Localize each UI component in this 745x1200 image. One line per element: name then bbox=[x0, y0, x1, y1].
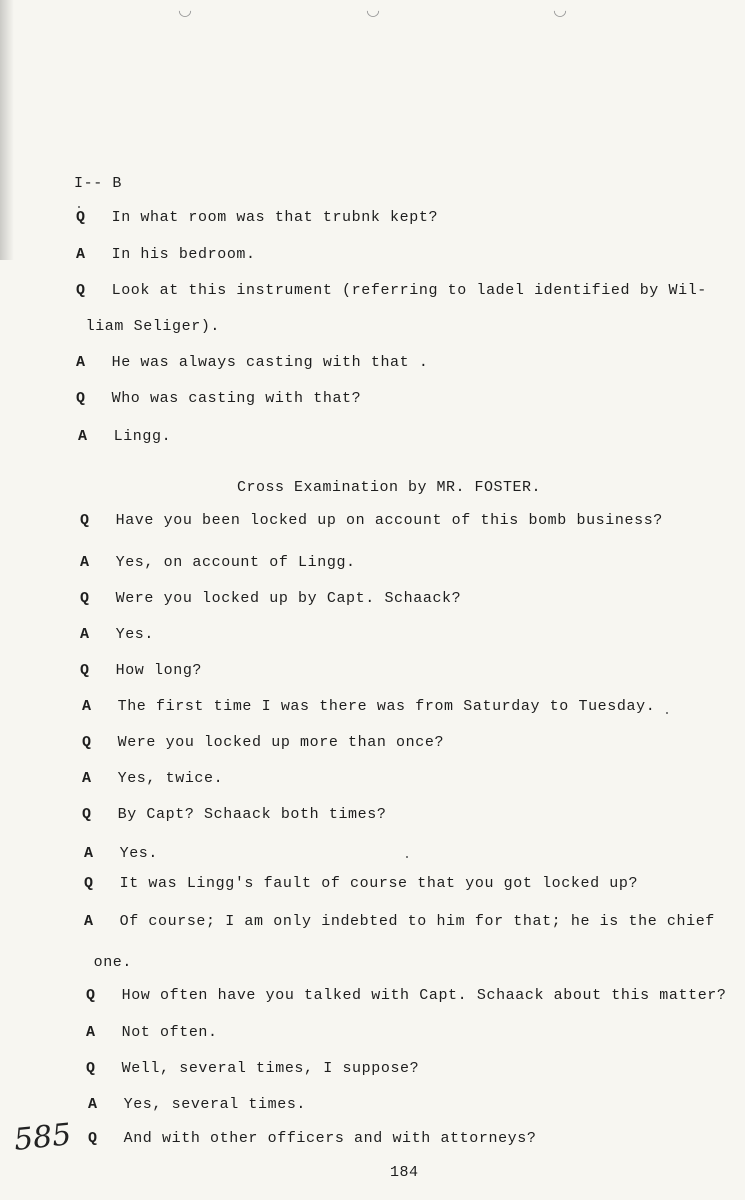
line-text: Were you locked up more than once? bbox=[117, 734, 445, 751]
punch-mark-icon: ◡ bbox=[366, 0, 380, 19]
section-heading: Cross Examination by MR. FOSTER. bbox=[237, 479, 542, 496]
transcript-line bbox=[84, 875, 638, 892]
transcript-line bbox=[84, 913, 715, 930]
scan-speck bbox=[406, 856, 408, 858]
line-text: Yes, several times. bbox=[123, 1096, 307, 1113]
scan-speck bbox=[78, 206, 80, 208]
speaker-label: A bbox=[88, 1096, 98, 1113]
transcript-line bbox=[86, 987, 727, 1004]
speaker-label: Q bbox=[80, 512, 90, 529]
transcript-line bbox=[84, 845, 158, 862]
transcript-line bbox=[82, 734, 444, 751]
line-text: In what room was that trubnk kept? bbox=[111, 209, 439, 226]
speaker-label: Q bbox=[76, 390, 86, 407]
line-text: liam Seliger). bbox=[85, 318, 221, 335]
speaker-label: A bbox=[84, 913, 94, 930]
speaker-label: A bbox=[76, 354, 86, 371]
line-text: Of course; I am only indebted to him for that; he is the chief bbox=[119, 913, 715, 930]
transcript-line bbox=[82, 698, 655, 715]
line-text: The first time I was there was from Saturday to Tuesday. bbox=[117, 698, 656, 715]
line-text: Yes. bbox=[115, 626, 155, 643]
line-text: Yes, on account of Lingg. bbox=[115, 554, 356, 571]
line-text: In his bedroom. bbox=[111, 246, 256, 263]
speaker-label: A bbox=[80, 626, 90, 643]
speaker-label: A bbox=[84, 845, 94, 862]
speaker-label: Q bbox=[80, 662, 90, 679]
speaker-label: Q bbox=[82, 734, 92, 751]
transcript-line bbox=[86, 1024, 218, 1041]
punch-mark-icon: ◡ bbox=[553, 0, 567, 19]
transcript-line bbox=[76, 318, 220, 335]
scan-edge-shadow bbox=[0, 0, 14, 260]
scan-speck bbox=[666, 712, 668, 714]
line-text: one. bbox=[93, 954, 133, 971]
transcript-line bbox=[76, 354, 428, 371]
speaker-label: Q bbox=[86, 1060, 96, 1077]
transcript-line bbox=[86, 1060, 419, 1077]
speaker-label: A bbox=[76, 246, 86, 263]
transcript-line bbox=[76, 209, 438, 226]
transcript-line bbox=[76, 246, 256, 263]
transcript-line bbox=[76, 282, 707, 299]
section-marker: I-- B bbox=[74, 175, 123, 192]
transcript-line bbox=[88, 1096, 306, 1113]
page-number: 184 bbox=[390, 1164, 419, 1181]
transcript-line bbox=[80, 662, 202, 679]
line-text: Not often. bbox=[121, 1024, 218, 1041]
line-text: By Capt? Schaack both times? bbox=[117, 806, 387, 823]
speaker-label: A bbox=[82, 698, 92, 715]
transcript-line bbox=[82, 806, 386, 823]
transcript-line bbox=[84, 954, 132, 971]
line-text: Have you been locked up on account of this bomb business? bbox=[115, 512, 663, 529]
speaker-label: Q bbox=[86, 987, 96, 1004]
speaker-label: Q bbox=[82, 806, 92, 823]
speaker-label: A bbox=[82, 770, 92, 787]
handwritten-margin-note: 585 bbox=[12, 1117, 73, 1158]
line-text: Well, several times, I suppose? bbox=[121, 1060, 420, 1077]
transcript-line bbox=[80, 554, 356, 571]
speaker-label: Q bbox=[76, 209, 86, 226]
transcript-line bbox=[80, 626, 154, 643]
speaker-label: Q bbox=[88, 1130, 98, 1147]
line-text: Lingg. bbox=[113, 428, 172, 445]
line-text: Yes, twice. bbox=[117, 770, 224, 787]
line-text: How often have you talked with Capt. Schaack about this matter? bbox=[121, 987, 727, 1004]
transcript-line bbox=[76, 390, 361, 407]
speaker-label: A bbox=[80, 554, 90, 571]
line-text: He was always casting with that . bbox=[111, 354, 429, 371]
line-text: Look at this instrument (referring to ladel identified by Wil- bbox=[111, 282, 707, 299]
line-text: Were you locked up by Capt. Schaack? bbox=[115, 590, 462, 607]
speaker-label: Q bbox=[84, 875, 94, 892]
speaker-label: Q bbox=[80, 590, 90, 607]
speaker-label: Q bbox=[76, 282, 86, 299]
transcript-line bbox=[80, 512, 663, 529]
speaker-label: A bbox=[86, 1024, 96, 1041]
transcript-line bbox=[82, 770, 223, 787]
speaker-label: A bbox=[78, 428, 88, 445]
transcript-line bbox=[88, 1130, 536, 1147]
line-text: Yes. bbox=[119, 845, 159, 862]
line-text: And with other officers and with attorneys? bbox=[123, 1130, 537, 1147]
transcript-line bbox=[80, 590, 461, 607]
line-text: It was Lingg's fault of course that you got locked up? bbox=[119, 875, 639, 892]
transcript-line bbox=[78, 428, 171, 445]
punch-mark-icon: ◡ bbox=[178, 0, 192, 19]
line-text: How long? bbox=[115, 662, 203, 679]
line-text: Who was casting with that? bbox=[111, 390, 362, 407]
